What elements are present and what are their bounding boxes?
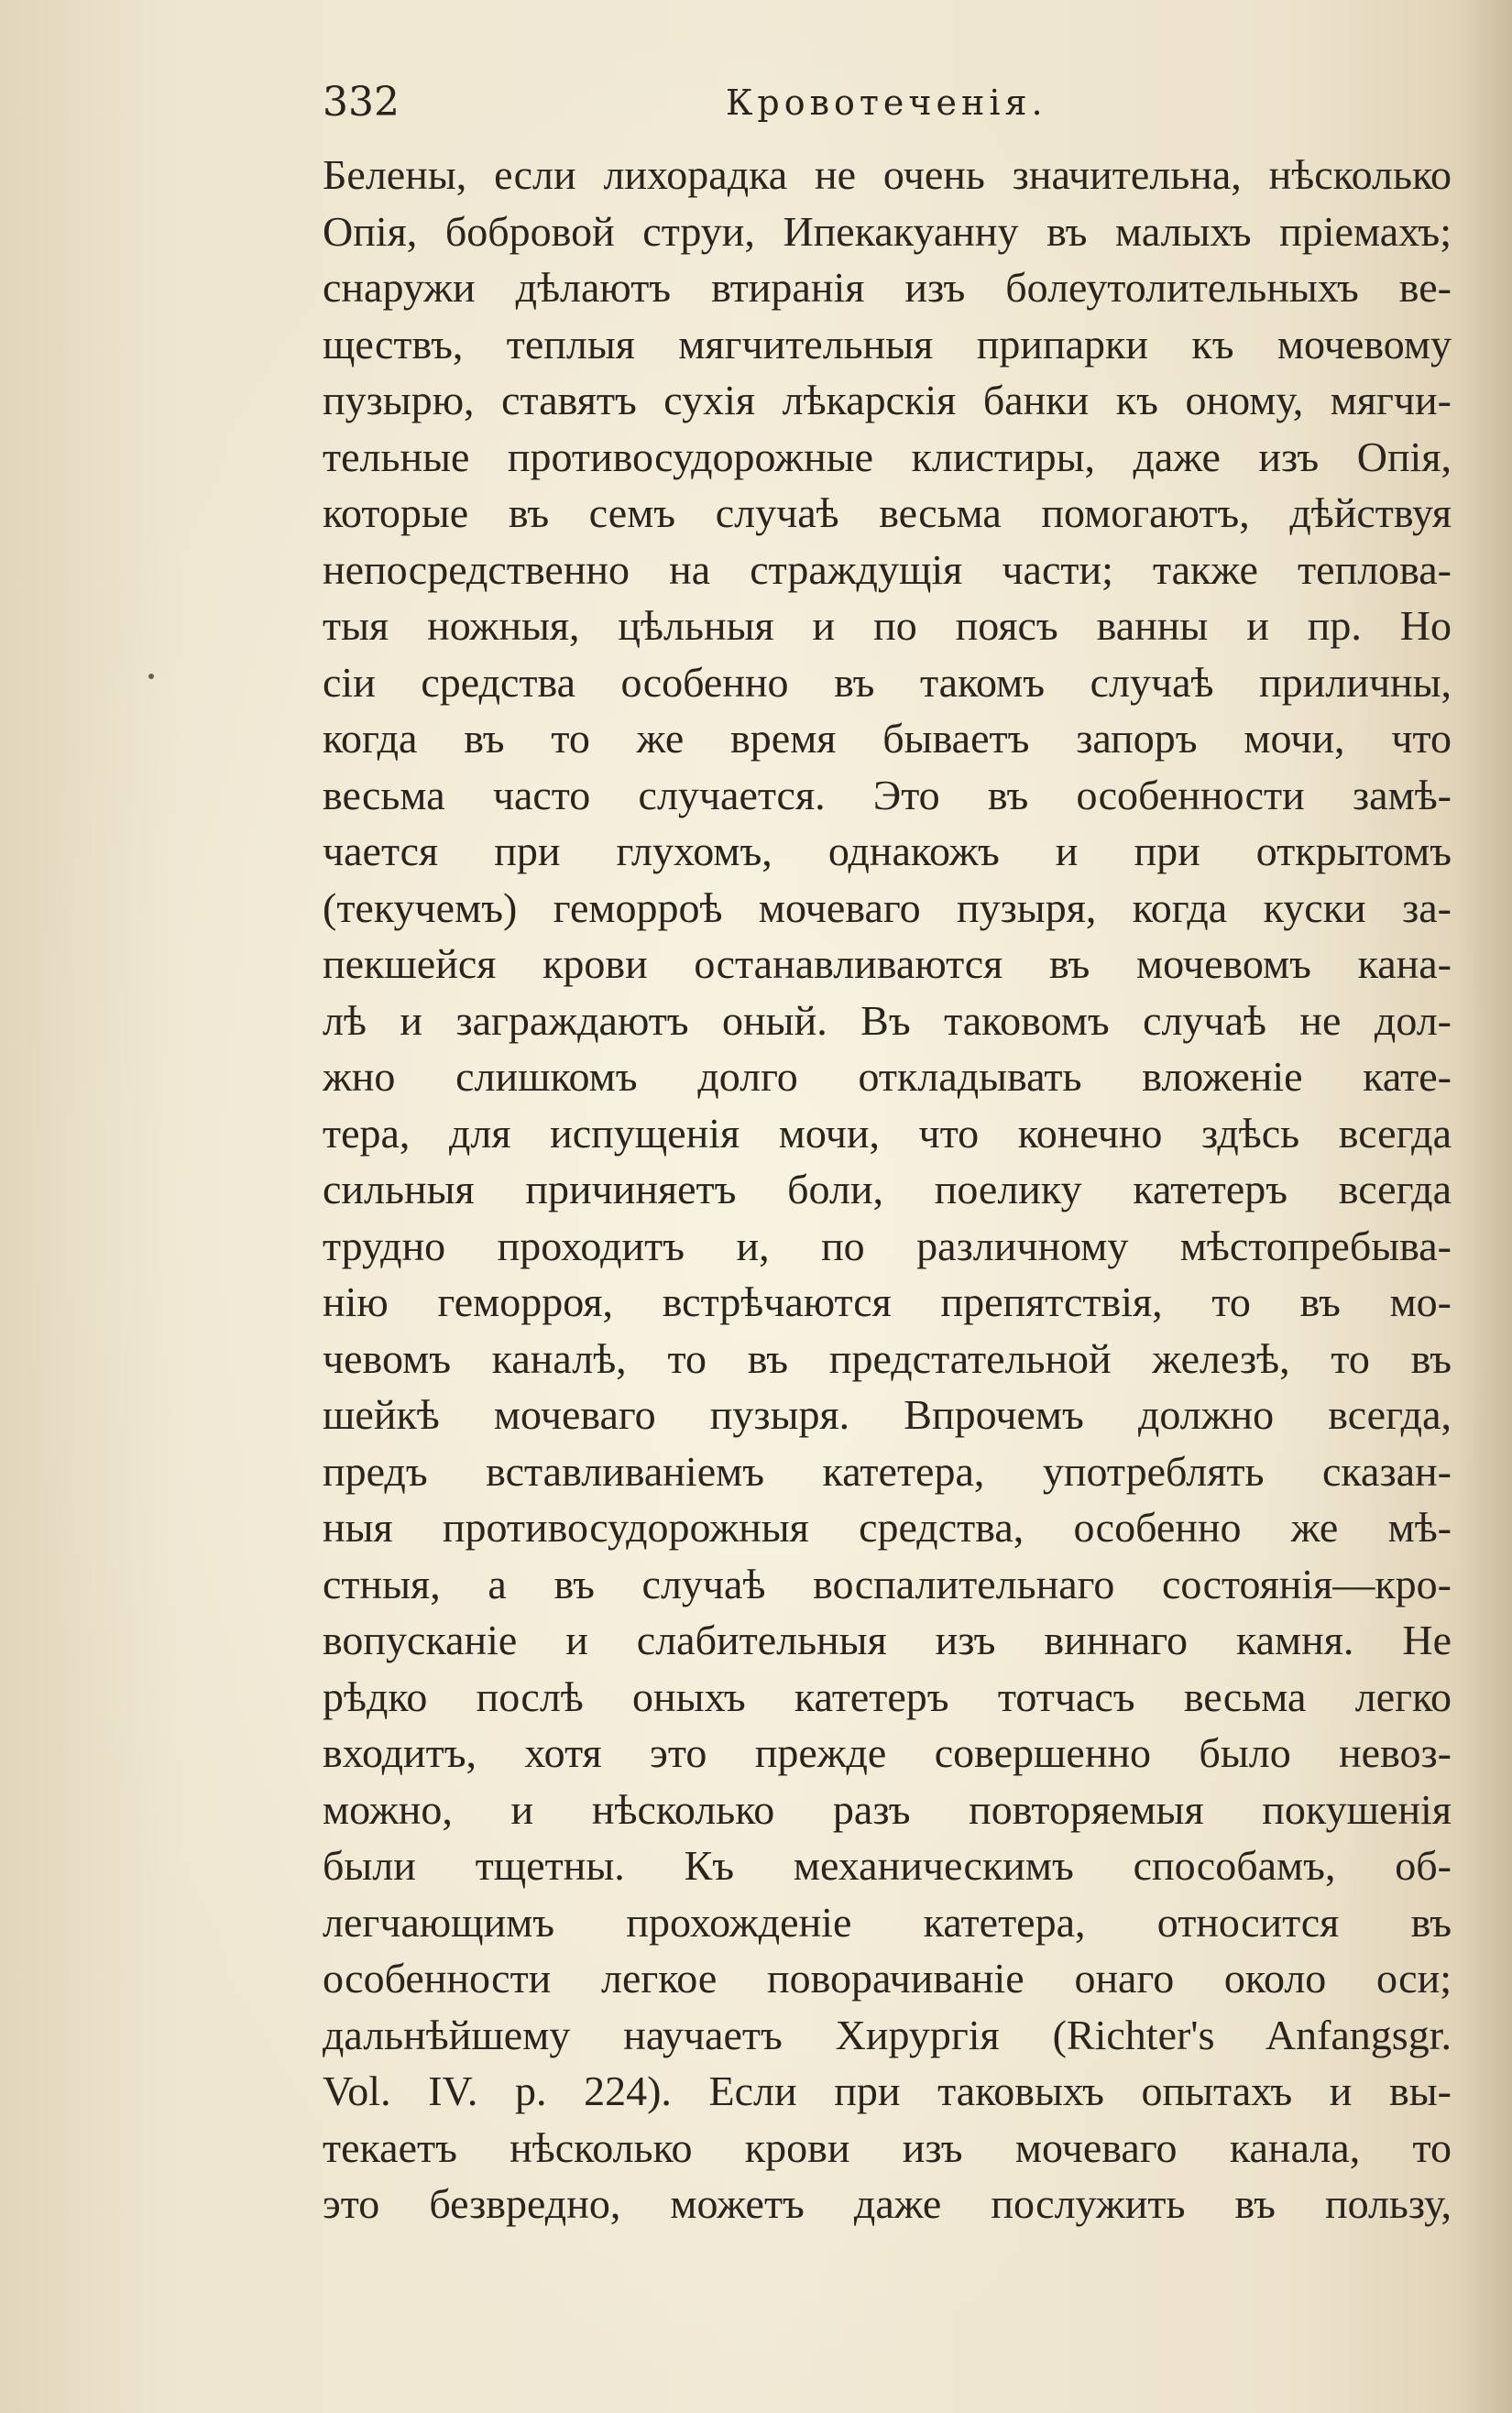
ink-speck	[148, 674, 154, 679]
text-line: текаетъ нѣсколько крови изъ мочеваго канала, то	[323, 2123, 1452, 2171]
text-line: тельные противосудорожные клистиры, даже изъ Опія,	[323, 433, 1452, 480]
text-line: Опія, бобровой струи, Ипекакуанну въ малыхъ пріемахъ;	[323, 207, 1452, 255]
text-line: чается при глухомъ, однакожъ и при открытомъ	[323, 828, 1452, 874]
text-line: сіи средства особенно въ такомъ случаѣ приличны,	[323, 658, 1452, 706]
text-line: пузырю, ставятъ сухія лѣкарскія банки къ оному, мягчи-	[323, 377, 1452, 423]
text-line: это безвредно, можетъ даже послужить въ пользу,	[323, 2180, 1452, 2227]
text-line: весьма часто случается. Это въ особенности замѣ-	[323, 771, 1452, 818]
text-line: снаружи дѣлаютъ втиранія изъ болеутолительныхъ ве-	[323, 264, 1452, 311]
text-line: которые въ семъ случаѣ весьма помогаютъ, дѣйствуя	[323, 489, 1452, 536]
text-line: вопусканіе и слабительныя изъ виннаго камня. Не	[323, 1617, 1452, 1663]
text-line: были тщетны. Къ механическимъ способамъ, об-	[323, 1842, 1452, 1889]
text-line: дальнѣйшему научаетъ Хирургія (Richter's Anfangsgr.	[323, 2011, 1452, 2058]
page-number: 332	[323, 79, 400, 126]
text-line: (текучемъ) геморроѣ мочеваго пузыря, когда куски за-	[323, 883, 1452, 931]
text-line: легчающимъ прохожденіе катетера, относится въ	[323, 1898, 1452, 1946]
text-line: трудно проходитъ и, по различному мѣстопребыва-	[323, 1222, 1452, 1269]
text-line: Vol. IV. p. 224). Если при таковыхъ опытахъ и вы-	[323, 2068, 1452, 2114]
text-line: шейкѣ мочеваго пузыря. Впрочемъ должно всегда,	[323, 1391, 1452, 1438]
text-line: чевомъ каналѣ, то въ предстательной железѣ, то въ	[323, 1334, 1452, 1382]
text-line: ныя противосудорожныя средства, особенно же мѣ-	[323, 1504, 1452, 1551]
text-line: Белены, если лихорадка не очень значительна, нѣсколько	[323, 151, 1452, 198]
text-line: пекшейся крови останавливаются въ мочевомъ кана-	[323, 940, 1452, 987]
text-line: входитъ, хотя это прежде совершенно было невоз-	[323, 1729, 1452, 1776]
text-line: можно, и нѣсколько разъ повторяемыя покушенія	[323, 1785, 1452, 1833]
page-header	[323, 75, 1450, 130]
text-line: жно слишкомъ долго откладывать вложеніе кате-	[323, 1053, 1452, 1100]
text-line: нію геморроя, встрѣчаются препятствія, то въ мо-	[323, 1278, 1452, 1325]
text-line: тера, для испущенія мочи, что конечно здѣсь всегда	[323, 1109, 1452, 1157]
text-line: когда въ то же время бываетъ запоръ мочи, что	[323, 715, 1452, 762]
running-head: Кровотеченія.	[726, 82, 1047, 123]
text-line: лѣ и заграждаютъ оный. Въ таковомъ случаѣ не дол-	[323, 996, 1452, 1044]
text-line: особенности легкое поворачиваніе онаго около оси;	[323, 1955, 1452, 2002]
text-line: непосредственно на страждущія части; также теплова-	[323, 545, 1452, 593]
text-line: сильныя причиняетъ боли, поелику катетеръ всегда	[323, 1166, 1452, 1212]
text-line: рѣдко послѣ оныхъ катетеръ тотчасъ весьма легко	[323, 1673, 1452, 1720]
text-line: ществъ, теплыя мягчительныя припарки къ мочевому	[323, 320, 1452, 367]
text-line: предъ вставливаніемъ катетера, употреблять сказан-	[323, 1447, 1452, 1495]
text-line: стныя, а въ случаѣ воспалительнаго состоянія—кро-	[323, 1560, 1452, 1607]
text-line: тыя ножныя, цѣльныя и по поясъ ванны и пр. Но	[323, 602, 1452, 649]
page-binding-shadow	[1457, 0, 1512, 2413]
body-text	[323, 147, 1452, 2232]
